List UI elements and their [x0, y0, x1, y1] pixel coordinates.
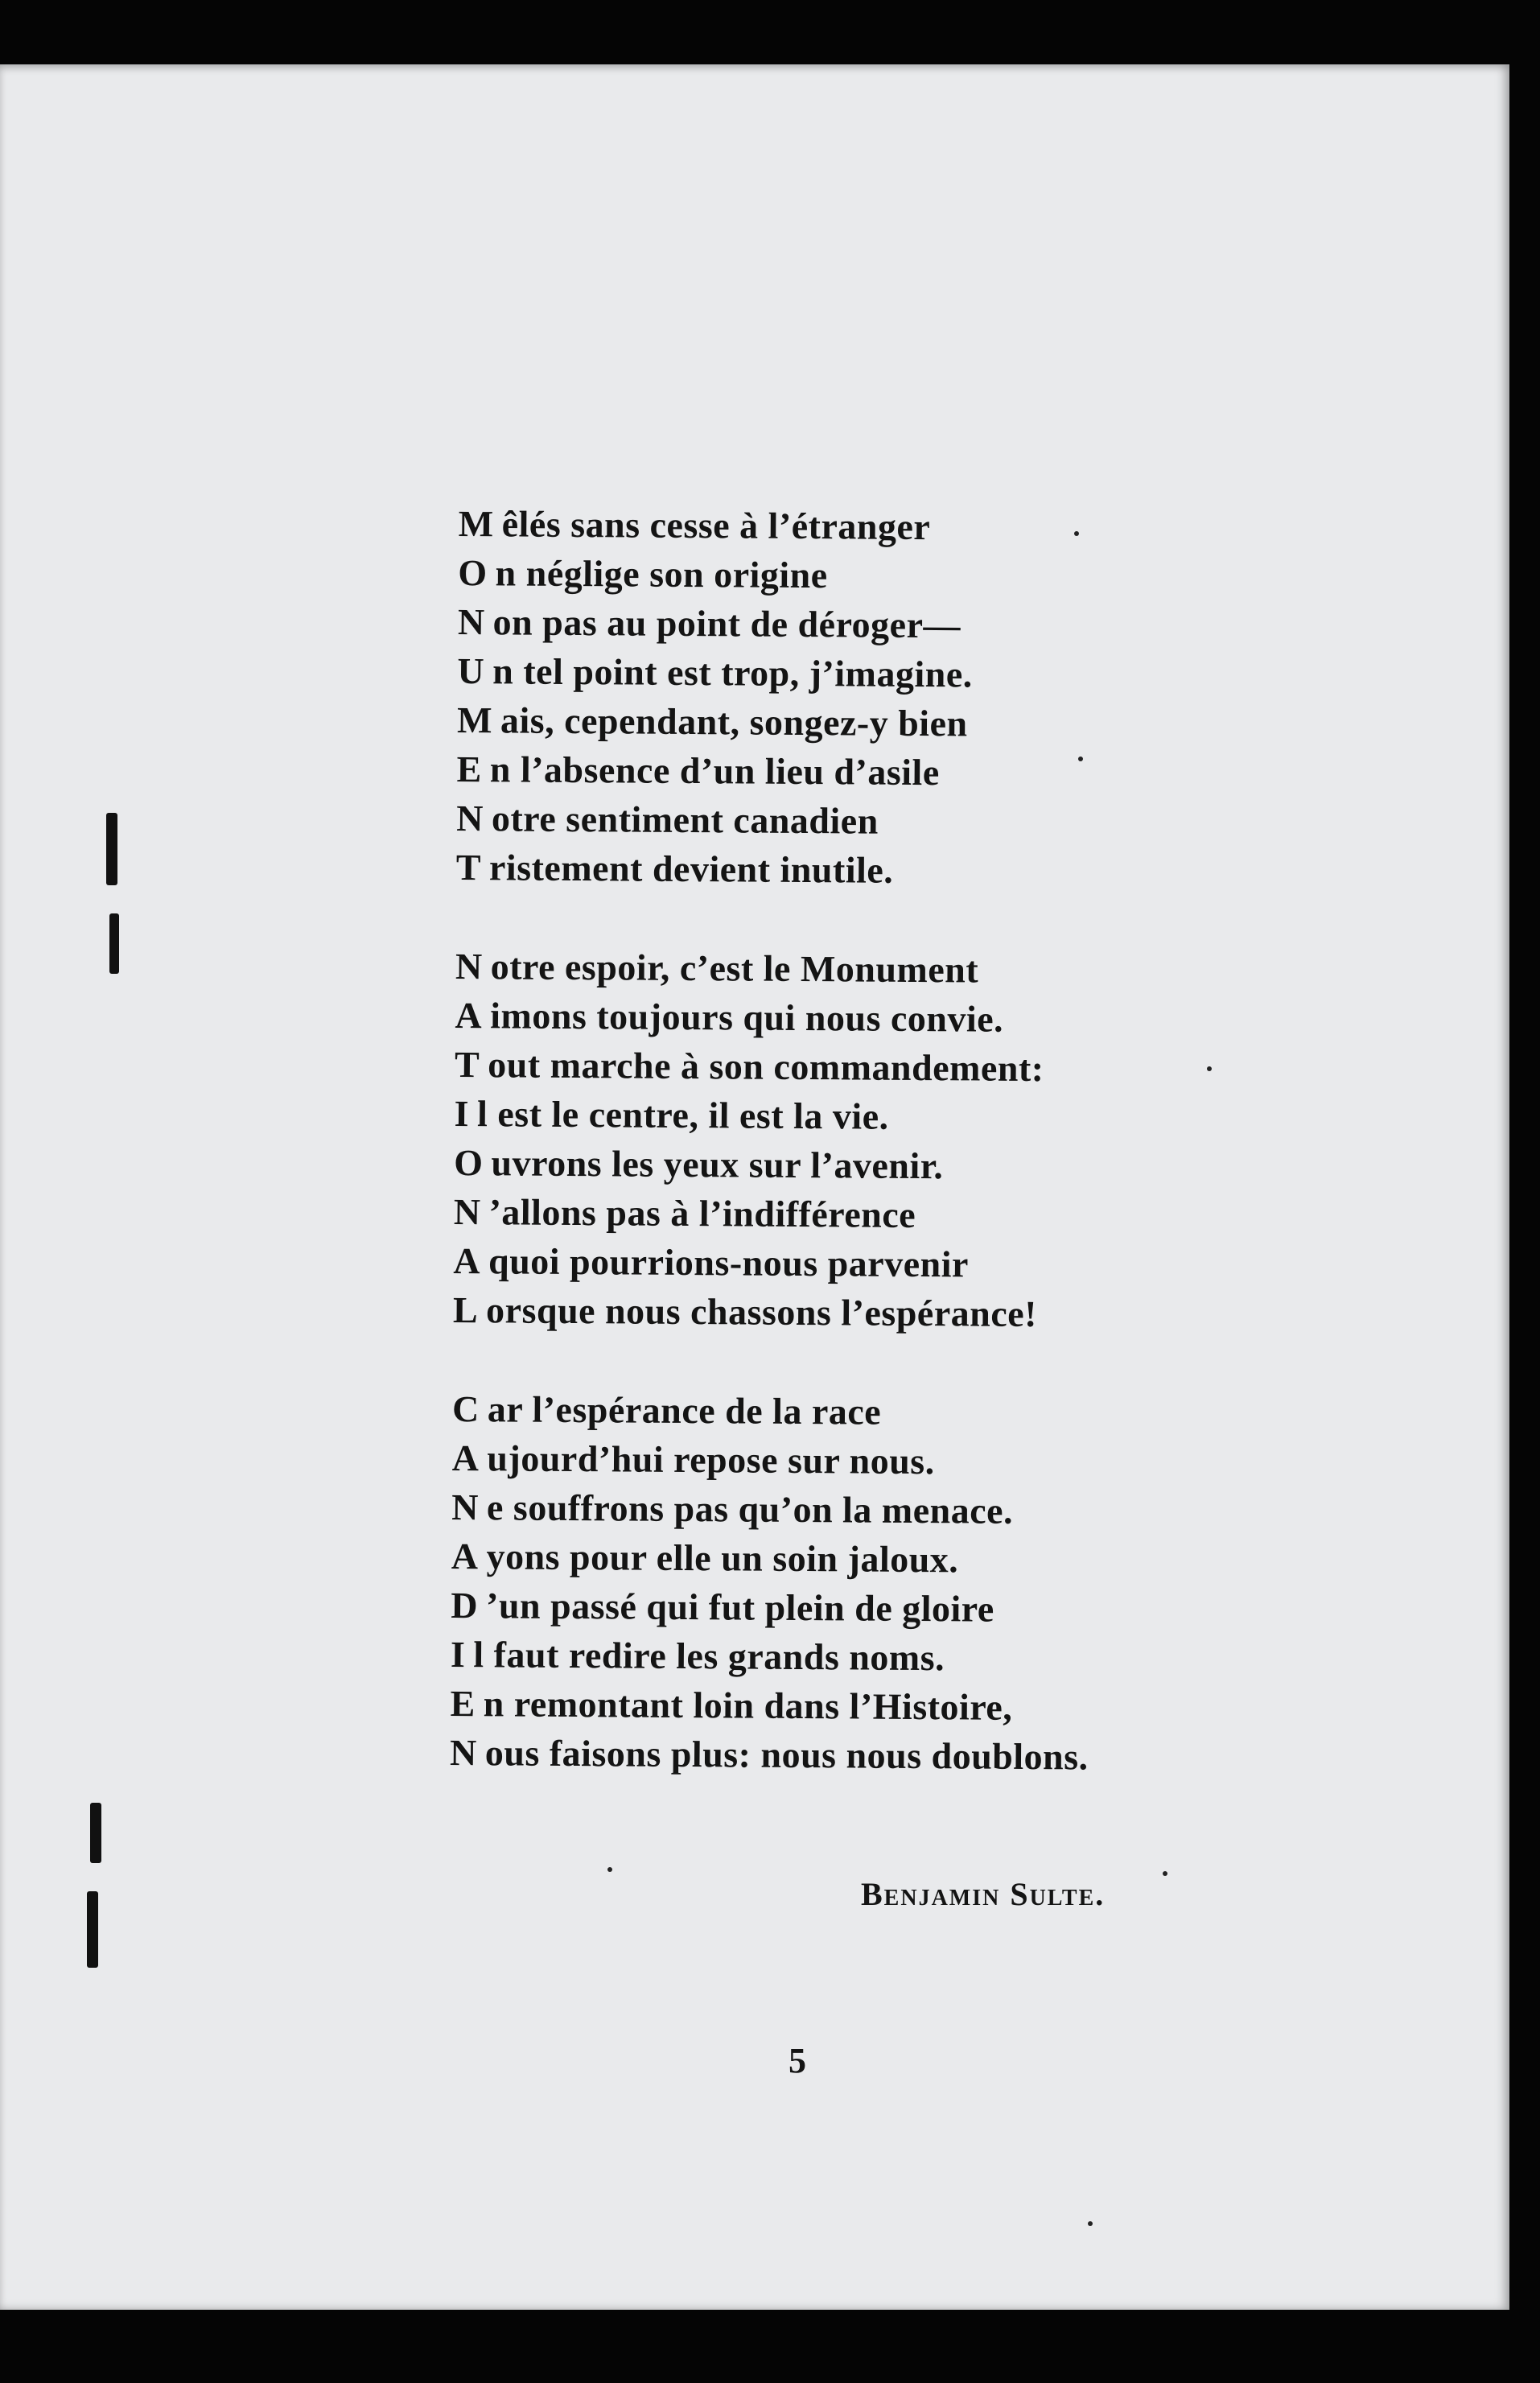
poem-line	[455, 1040, 1291, 1095]
poem-line	[451, 1630, 1287, 1684]
poem-line	[453, 1236, 1290, 1291]
line-initial: M	[458, 502, 494, 545]
stanza-2	[453, 942, 1292, 1340]
binding-mark-bottom-1	[90, 1803, 101, 1863]
line-text: ais, cependant, songez-y bien	[500, 699, 968, 744]
line-initial: E	[450, 1682, 476, 1725]
poem-line	[458, 548, 1295, 603]
line-text: ristement devient inutile.	[488, 847, 894, 891]
poem-line	[454, 1187, 1291, 1242]
line-initial: U	[457, 649, 485, 692]
stanza-3	[450, 1384, 1289, 1783]
line-initial: D	[451, 1584, 479, 1626]
speck	[1163, 1871, 1167, 1876]
poem-line	[452, 1384, 1289, 1439]
line-initial: T	[454, 1043, 480, 1086]
line-text: n l’absence d’un lieu d’asile	[489, 748, 940, 794]
line-text: n remontant loin dans l’Histoire,	[483, 1683, 1013, 1728]
line-text: uvrons les yeux sur l’avenir.	[491, 1142, 944, 1187]
line-initial: N	[453, 1190, 481, 1233]
poem-line	[459, 499, 1295, 554]
poem-line	[451, 1581, 1287, 1635]
line-initial: N	[455, 945, 483, 987]
line-initial: E	[456, 748, 483, 790]
poem-line	[454, 1089, 1291, 1144]
line-initial: I	[450, 1633, 466, 1676]
line-initial: C	[451, 1387, 480, 1430]
line-text: yons pour elle un soin jaloux.	[486, 1536, 959, 1581]
poem-line	[451, 1482, 1288, 1537]
line-text: ’allons pas à l’indifférence	[488, 1191, 916, 1235]
line-text: ar l’espérance de la race	[487, 1388, 882, 1433]
poem-line	[458, 597, 1295, 652]
line-text: otre espoir, c’est le Monument	[490, 946, 979, 991]
binding-mark-bottom-2	[87, 1891, 98, 1968]
line-text: quoi pourrions-nous parvenir	[488, 1240, 970, 1285]
poem-line	[450, 1679, 1287, 1734]
line-text: n tel point est trop, j’imagine.	[492, 650, 973, 695]
line-text: ous faisons plus: nous nous doublons.	[484, 1732, 1089, 1778]
poem-line	[457, 646, 1294, 701]
scanned-page	[0, 64, 1509, 2310]
poem-line	[450, 1728, 1287, 1783]
line-initial: O	[458, 551, 488, 594]
poem-line	[451, 1532, 1288, 1586]
line-initial: A	[453, 1239, 481, 1282]
line-text: imons toujours qui nous convie.	[490, 995, 1004, 1040]
line-initial: N	[449, 1731, 478, 1774]
poem-line	[456, 843, 1293, 897]
poem-line	[451, 1433, 1288, 1488]
binding-mark-top-2	[109, 913, 119, 974]
line-initial: N	[451, 1486, 480, 1528]
line-initial: N	[456, 797, 484, 839]
speck	[1088, 2221, 1093, 2226]
line-text: n néglige son origine	[495, 552, 828, 596]
line-text: orsque nous chassons l’espérance!	[485, 1289, 1038, 1335]
poem-line	[454, 1138, 1291, 1193]
line-text: ujourd’hui repose sur nous.	[487, 1437, 935, 1482]
line-initial: O	[454, 1141, 484, 1184]
line-initial: A	[451, 1437, 480, 1479]
poem-line	[456, 794, 1293, 848]
binding-mark-top-1	[106, 813, 117, 885]
line-initial: T	[455, 846, 482, 888]
stanza-1	[456, 499, 1295, 897]
line-text: êlés sans cesse à l’étranger	[501, 503, 931, 548]
poem-line	[453, 1285, 1290, 1340]
line-initial: A	[455, 994, 483, 1037]
poem-line	[455, 991, 1291, 1045]
page-number: 5	[789, 2041, 806, 2080]
line-initial: N	[457, 600, 485, 643]
line-initial: A	[451, 1535, 479, 1577]
line-text: on pas au point de déroger—	[492, 601, 961, 646]
line-initial: L	[452, 1288, 479, 1331]
line-text: out marche à son commandement:	[488, 1044, 1044, 1090]
poem	[449, 499, 1295, 1833]
poem-line	[455, 942, 1292, 996]
line-initial: I	[454, 1092, 470, 1135]
line-text: ’un passé qui fut plein de gloire	[485, 1585, 994, 1630]
poem-line	[457, 695, 1294, 750]
poem-line	[456, 744, 1293, 799]
line-initial: M	[456, 699, 493, 741]
author-signature: Benjamin Sulte.	[861, 1876, 1106, 1912]
line-text: l est le centre, il est la vie.	[476, 1093, 889, 1137]
line-text: e souffrons pas qu’on la menace.	[486, 1486, 1014, 1532]
line-text: l faut redire les grands noms.	[473, 1634, 945, 1679]
line-text: otre sentiment canadien	[491, 798, 879, 842]
speck	[607, 1867, 612, 1872]
